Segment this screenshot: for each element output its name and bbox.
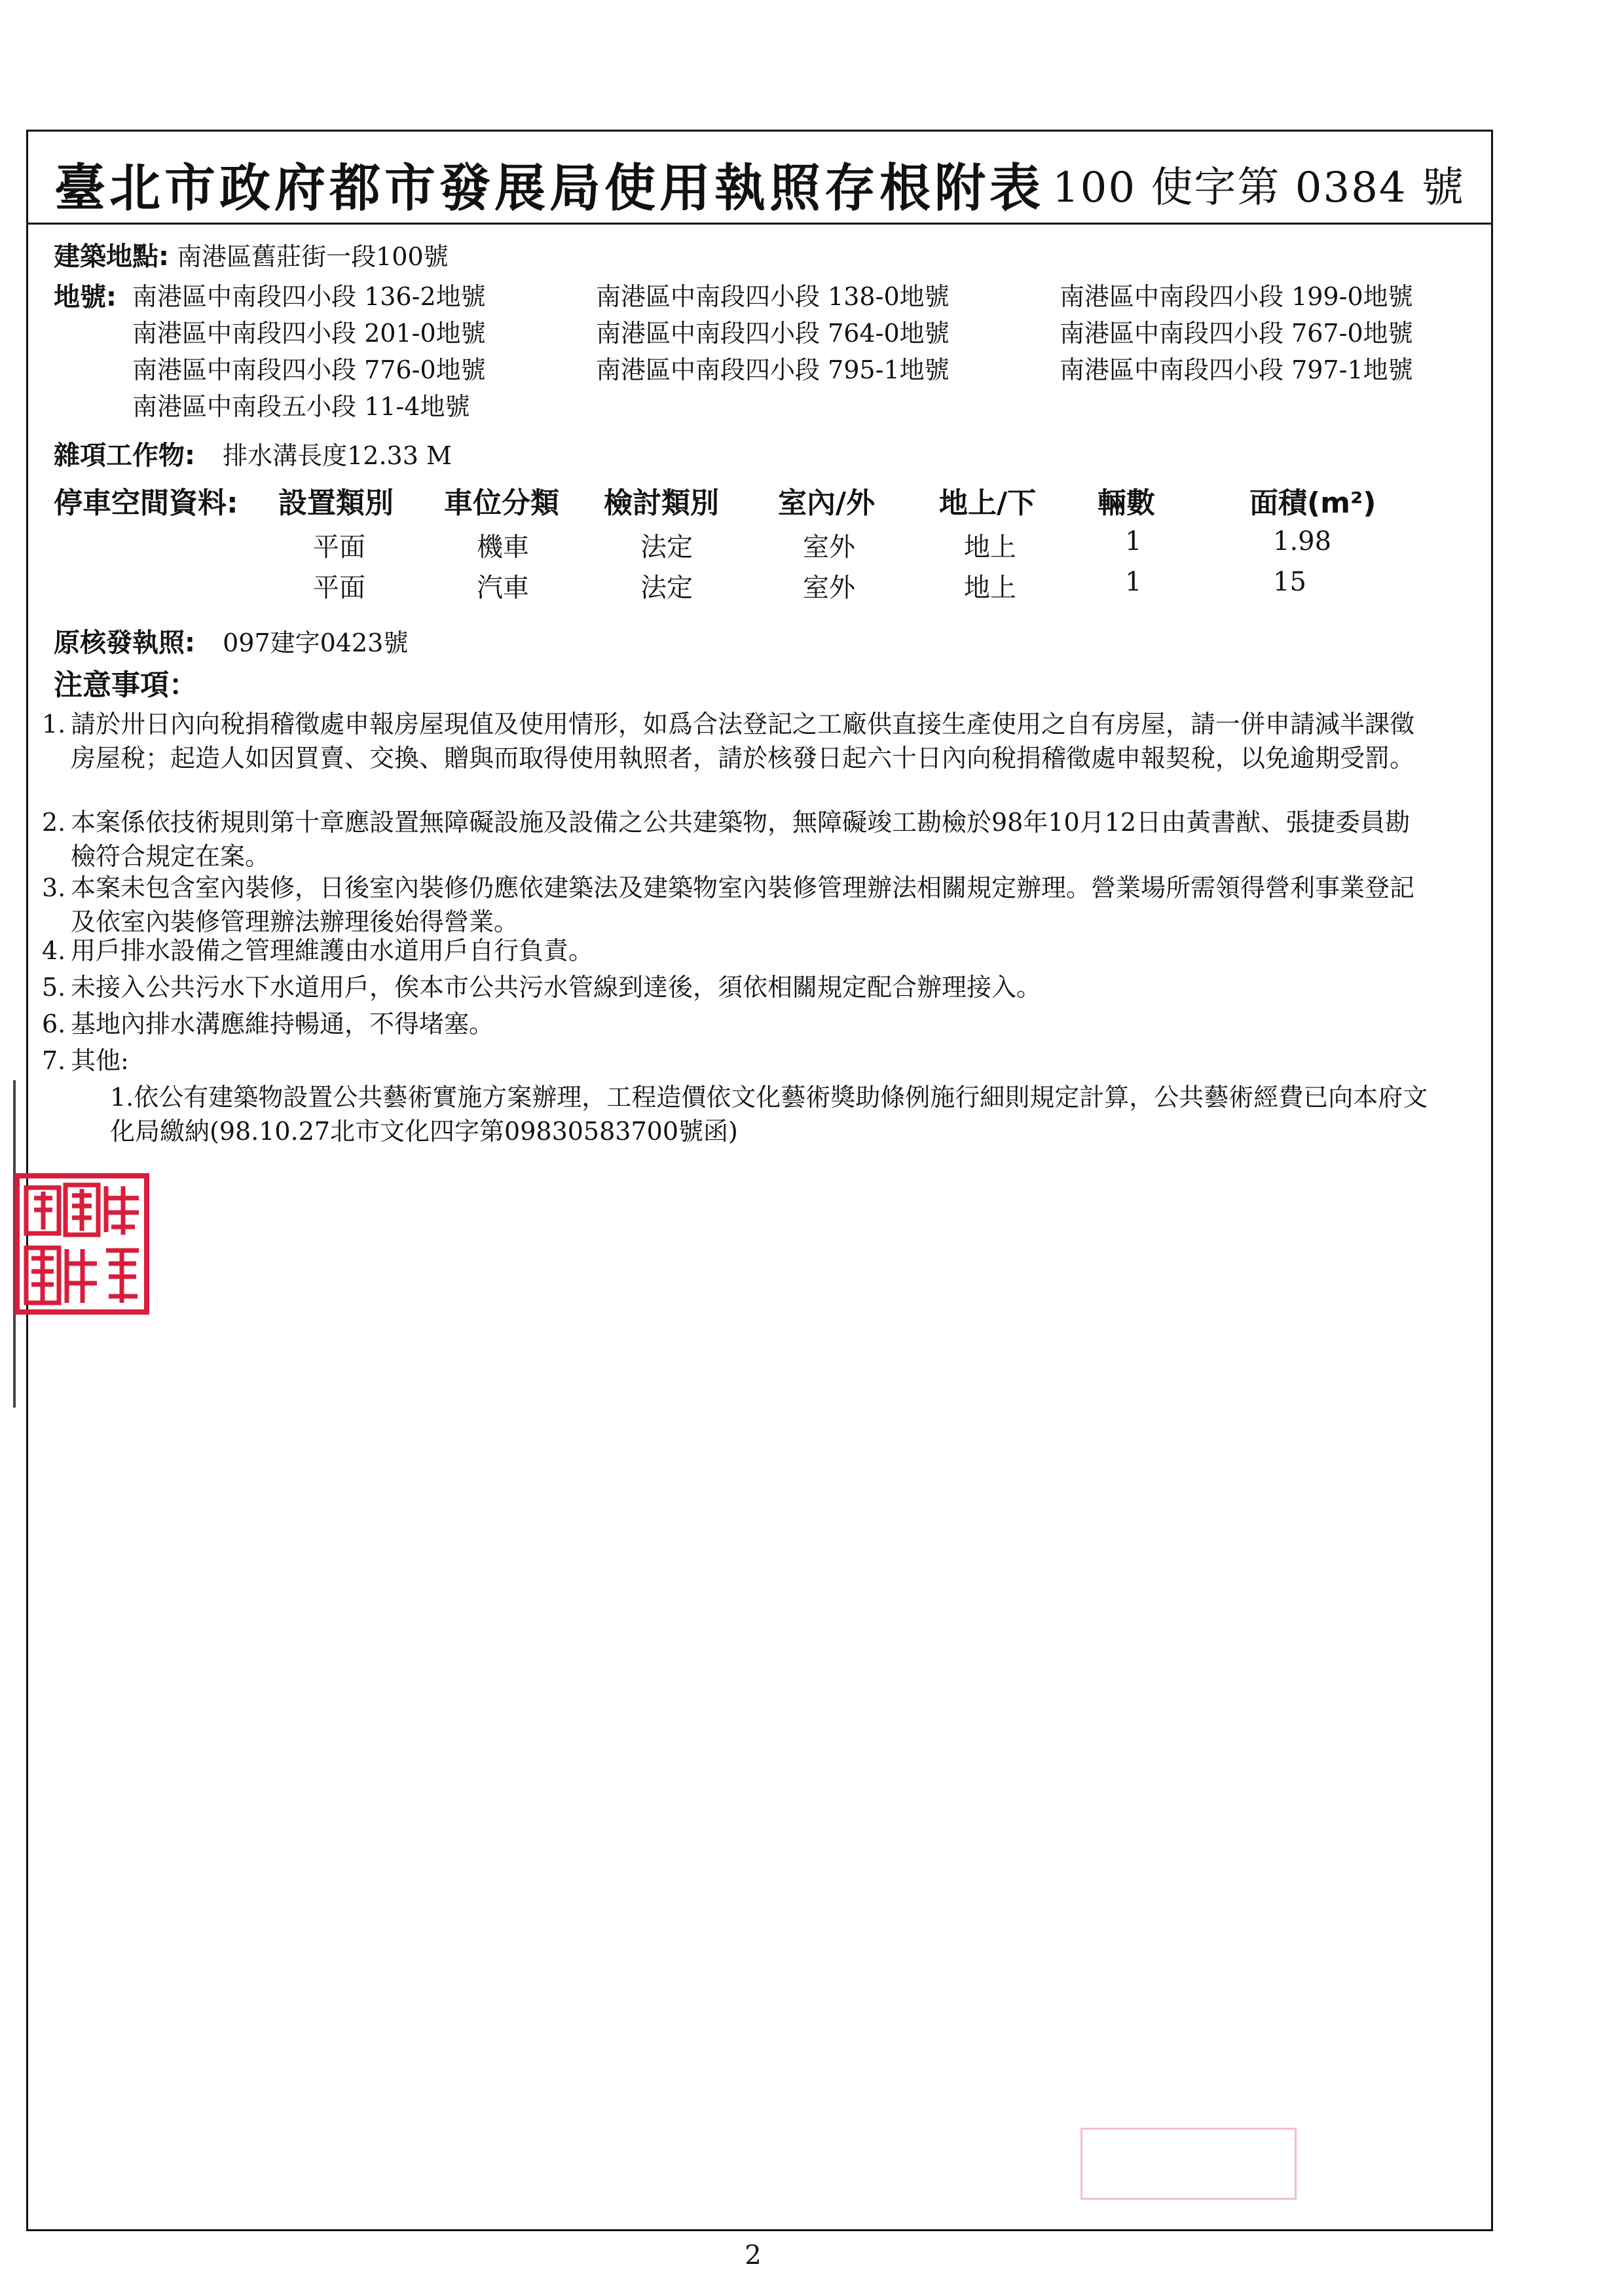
- lot-item: 南港區中南段四小段 201-0地號: [132, 319, 486, 348]
- note-number: 2.: [42, 808, 66, 837]
- parking-header: 檢討類別: [604, 486, 719, 520]
- lot-item: 南港區中南段四小段 199-0地號: [1060, 282, 1413, 311]
- page-number: 2: [745, 2240, 762, 2270]
- lot-item: 南港區中南段五小段 11-4地號: [132, 392, 470, 421]
- parking-cell: 1: [1125, 567, 1142, 597]
- permit-number: 100 使字第 0384 號: [1052, 164, 1465, 212]
- lot-item: 南港區中南段四小段 797-1地號: [1060, 355, 1413, 384]
- parking-cell: 機車: [477, 532, 529, 562]
- note-item: [42, 970, 1433, 1004]
- note-sub-item: 1.依公有建築物設置公共藝術實施方案辦理，工程造價依文化藝術獎助條例施行細則規定計算，公共藝術經費已向本府文化局繳納(98.10.27北市文化四字第09830583700號函): [110, 1083, 1428, 1146]
- parking-cell: 平面: [313, 532, 365, 562]
- lot-item: 南港區中南段四小段 764-0地號: [596, 319, 950, 348]
- note-text: 用戶排水設備之管理維護由水道用戶自行負責。: [71, 936, 594, 965]
- parking-header: 地上/下: [939, 486, 1037, 520]
- address-value: 南港區舊莊街一段100號: [177, 242, 449, 271]
- note-item: [42, 707, 1433, 775]
- parking-header: 室內/外: [778, 486, 876, 520]
- misc-works-value: 排水溝長度12.33 M: [223, 441, 452, 470]
- original-permit-value: 097建字0423號: [223, 629, 409, 657]
- lots-label: 地號:: [54, 282, 117, 312]
- lot-item: 南港區中南段四小段 138-0地號: [596, 282, 950, 311]
- parking-header: 輛數: [1098, 486, 1155, 520]
- parking-cell: 15: [1273, 567, 1306, 597]
- note-text: 請於卅日內向稅捐稽徵處申報房屋現值及使用情形，如爲合法登記之工廠供直接生產使用之自有房屋，請一併申請減半課徵房屋稅；起造人如因買賣、交換、贈與而取得使用執照者，請於核發日起六十日內向稅捐稽徵處申報契稅，以免逾期受罰。: [71, 710, 1415, 773]
- parking-cell: 汽車: [477, 573, 529, 603]
- parking-cell: 1.98: [1273, 526, 1332, 556]
- note-number: 5.: [42, 973, 66, 1002]
- address-row: [54, 236, 449, 273]
- faint-stamp: [1080, 2128, 1297, 2200]
- lot-item: 南港區中南段四小段 767-0地號: [1060, 319, 1413, 348]
- notes-heading: 注意事項：: [54, 668, 198, 702]
- parking-header: 車位分類: [444, 486, 559, 520]
- parking-header: 設置類別: [278, 486, 394, 520]
- parking-cell: 法定: [640, 532, 693, 562]
- note-text: 其他:: [71, 1046, 129, 1075]
- parking-label: 停車空間資料:: [54, 486, 238, 520]
- note-text: 本案係依技術規則第十章應設置無障礙設施及設備之公共建築物，無障礙竣工勘檢於98年10月12日由黃書猷、張捷委員勘檢符合規定在案。: [71, 808, 1411, 871]
- parking-cell: 地上: [964, 573, 1016, 603]
- parking-cell: 室外: [803, 573, 855, 603]
- parking-cell: 室外: [803, 532, 855, 562]
- address-label: 建築地點:: [54, 242, 169, 272]
- lot-item: 南港區中南段四小段 776-0地號: [132, 355, 486, 384]
- parking-header: 面積(m²): [1249, 486, 1376, 520]
- note-item: [42, 805, 1433, 873]
- note-text: 基地內排水溝應維持暢通，不得堵塞。: [71, 1010, 494, 1038]
- original-permit-label: 原核發執照:: [54, 628, 195, 658]
- note-number: 1.: [42, 710, 66, 738]
- misc-works-row: [54, 435, 452, 472]
- note-item: [42, 1044, 1433, 1078]
- note-number: 3.: [42, 873, 66, 902]
- official-seal-icon: [13, 1172, 151, 1316]
- note-number: 4.: [42, 936, 66, 965]
- note-number: 6.: [42, 1010, 66, 1038]
- note-item: [42, 871, 1433, 939]
- note-text: 本案未包含室內裝修，日後室內裝修仍應依建築法及建築物室內裝修管理辦法相關規定辦理。營業場所需領得營利事業登記及依室內裝修管理辦法辦理後始得營業。: [71, 873, 1415, 936]
- lot-item: 南港區中南段四小段 795-1地號: [596, 355, 950, 384]
- parking-cell: 平面: [313, 573, 365, 603]
- misc-works-label: 雜項工作物:: [54, 441, 195, 471]
- note-item: [42, 934, 1433, 968]
- note-item: [42, 1007, 1433, 1041]
- note-text: 未接入公共污水下水道用戶，俟本市公共污水管線到達後，須依相關規定配合辦理接入。: [71, 973, 1042, 1002]
- parking-cell: 法定: [640, 573, 693, 603]
- parking-cell: 地上: [964, 532, 1016, 562]
- parking-cell: 1: [1125, 526, 1142, 556]
- lot-item: 南港區中南段四小段 136-2地號: [132, 282, 486, 311]
- original-permit-row: [54, 622, 408, 659]
- note-number: 7.: [42, 1046, 66, 1075]
- document-header: [28, 132, 1491, 225]
- document-title: 臺北市政府都市發展局使用執照存根附表: [54, 158, 1045, 218]
